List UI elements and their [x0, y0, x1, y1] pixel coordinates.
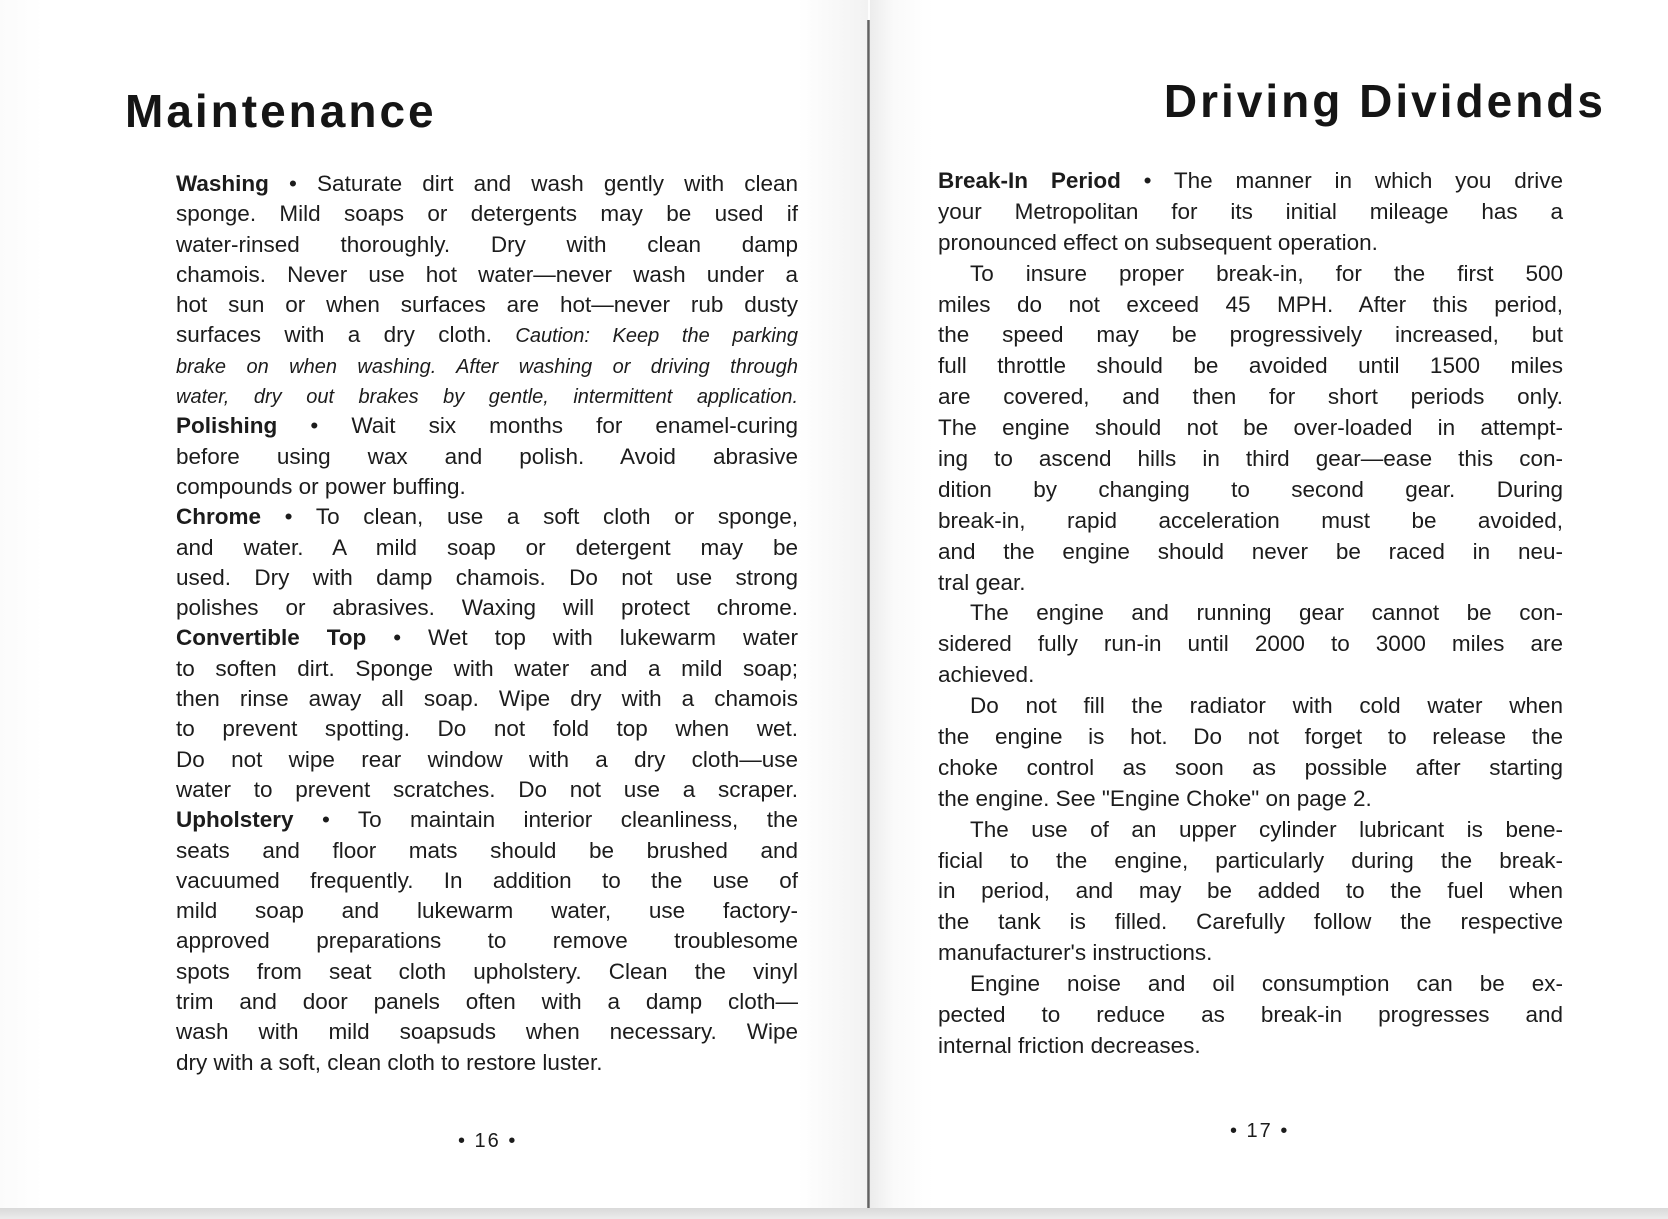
body-text: full throttle should be avoided until 1500 miles: [938, 353, 1563, 379]
text-line: [938, 907, 1563, 938]
text-line: [938, 197, 1563, 228]
text-line: [938, 938, 1563, 969]
text-line: [938, 722, 1563, 753]
text-line: [938, 568, 1563, 599]
body-text: seats and floor mats should be brushed and: [176, 837, 798, 863]
body-text: the engine is hot. Do not forget to release the: [938, 724, 1563, 750]
right-page: [870, 0, 1668, 1208]
page-title-driving-dividends: Driving Dividends: [1163, 75, 1606, 127]
text-line: [176, 320, 798, 350]
body-text: ficial to the engine, particularly during the break-: [938, 847, 1563, 873]
body-text: achieved.: [938, 662, 1035, 688]
body-text: tral gear.: [938, 569, 1026, 595]
text-line: [938, 506, 1563, 537]
body-text: • To clean, use a soft cloth or sponge,: [261, 504, 798, 530]
text-line: [176, 623, 798, 653]
body-text: Engine noise and oil consumption can be ex-: [970, 971, 1563, 997]
text-line: [176, 381, 798, 411]
page-title-maintenance: Maintenance: [125, 85, 437, 137]
caution-text: water, dry out brakes by gentle, intermittent application.: [176, 386, 798, 409]
text-line: [938, 1000, 1563, 1031]
body-text: wash with mild soapsuds when necessary. Wipe: [176, 1019, 798, 1045]
body-text: to prevent spotting. Do not fold top when wet.: [176, 716, 798, 742]
text-line: [176, 442, 798, 472]
body-text: surfaces with a dry cloth.: [176, 322, 516, 348]
text-line: [938, 815, 1563, 846]
body-text: dition by changing to second gear. During: [938, 476, 1563, 502]
text-line: [938, 444, 1563, 475]
caution-text: Caution: Keep the parking: [515, 325, 798, 348]
text-line: [176, 351, 798, 381]
scan-edge: [0, 1208, 1668, 1219]
text-line: [176, 260, 798, 290]
text-line: [938, 846, 1563, 877]
text-line: [176, 472, 798, 502]
body-text: choke control as soon as possible after starting: [938, 754, 1563, 780]
driving-dividends-text: [938, 166, 1563, 1062]
text-line: [176, 1017, 798, 1047]
body-text: water to prevent scratches. Do not use a scraper.: [176, 776, 798, 802]
body-text: before using wax and polish. Avoid abrasive: [176, 443, 798, 469]
body-text: Do not fill the radiator with cold water when: [970, 693, 1563, 719]
text-line: [176, 290, 798, 320]
text-line: [176, 866, 798, 896]
body-text: approved preparations to remove troublesome: [176, 928, 798, 954]
page-number: • 17 •: [1230, 1120, 1290, 1142]
text-line: [176, 987, 798, 1017]
body-text: • The manner in which you drive: [1120, 168, 1563, 193]
body-text: your Metropolitan for its initial mileage has a: [938, 198, 1563, 224]
text-line: [176, 775, 798, 805]
text-line: [938, 784, 1563, 815]
body-text: sidered fully run-in until 2000 to 3000 miles are: [938, 631, 1563, 657]
text-line: [176, 926, 798, 956]
text-line: [938, 969, 1563, 1000]
body-text: internal friction decreases.: [938, 1032, 1201, 1058]
section-heading: Washing: [176, 171, 269, 196]
text-line: [176, 199, 798, 229]
text-line: [176, 684, 798, 714]
text-line: [938, 691, 1563, 722]
text-line: [176, 836, 798, 866]
body-text: in period, and may be added to the fuel when: [938, 878, 1563, 904]
body-text: ing to ascend hills in third gear—ease this con-: [938, 446, 1563, 472]
body-text: and water. A mild soap or detergent may be: [176, 534, 798, 560]
caution-text: brake on when washing. After washing or driving through: [176, 355, 798, 378]
body-text: the tank is filled. Carefully follow the respective: [938, 909, 1563, 935]
body-text: The engine and running gear cannot be con-: [970, 600, 1563, 626]
body-text: miles do not exceed 45 MPH. After this period,: [938, 291, 1563, 317]
body-text: chamois. Never use hot water—never wash under a: [176, 261, 798, 287]
body-text: water-rinsed thoroughly. Dry with clean damp: [176, 231, 798, 257]
maintenance-text: [176, 169, 798, 1078]
text-line: [176, 745, 798, 775]
body-text: break-in, rapid acceleration must be avoided,: [938, 507, 1563, 533]
text-line: [176, 169, 798, 199]
body-text: manufacturer's instructions.: [938, 940, 1213, 966]
body-text: and the engine should never be raced in neu-: [938, 538, 1563, 564]
text-line: [938, 413, 1563, 444]
section-heading: Upholstery: [176, 807, 294, 833]
section-heading: Chrome: [176, 504, 262, 530]
text-line: [938, 290, 1563, 321]
body-text: vacuumed frequently. In addition to the use of: [176, 867, 798, 893]
body-text: used. Dry with damp chamois. Do not use strong: [176, 564, 798, 590]
text-line: [176, 896, 798, 926]
text-line: [938, 166, 1563, 197]
text-line: [938, 660, 1563, 691]
text-line: [938, 475, 1563, 506]
body-text: pronounced effect on subsequent operation.: [938, 229, 1378, 255]
text-line: [938, 1031, 1563, 1062]
text-line: [176, 805, 798, 835]
body-text: The engine should not be over-loaded in attempt-: [938, 415, 1563, 441]
text-line: [938, 629, 1563, 660]
body-text: polishes or abrasives. Waxing will protect chrome.: [176, 595, 798, 621]
body-text: • To maintain interior cleanliness, the: [293, 807, 798, 833]
text-line: [176, 593, 798, 623]
text-line: [938, 351, 1563, 382]
page-number: • 16 •: [458, 1130, 518, 1152]
text-line: [938, 598, 1563, 629]
body-text: • Saturate dirt and wash gently with clean: [268, 171, 798, 196]
body-text: to soften dirt. Sponge with water and a mild soap;: [176, 655, 798, 681]
book-spine: [867, 20, 870, 1208]
text-line: [938, 320, 1563, 351]
text-line: [938, 228, 1563, 259]
body-text: hot sun or when surfaces are hot—never rub dusty: [176, 292, 798, 318]
section-heading: Polishing: [176, 413, 278, 439]
text-line: [176, 957, 798, 987]
body-text: sponge. Mild soaps or detergents may be used if: [176, 201, 798, 227]
text-line: [176, 411, 798, 441]
body-text: pected to reduce as break-in progresses and: [938, 1002, 1563, 1028]
text-line: [176, 533, 798, 563]
body-text: The use of an upper cylinder lubricant is bene-: [970, 816, 1563, 842]
body-text: • Wet top with lukewarm water: [366, 625, 798, 651]
body-text: dry with a soft, clean cloth to restore luster.: [176, 1049, 603, 1075]
section-heading: Break-In Period: [938, 168, 1121, 193]
text-line: [938, 876, 1563, 907]
body-text: Do not wipe rear window with a dry cloth—use: [176, 746, 798, 772]
text-line: [176, 230, 798, 260]
body-text: the engine. See "Engine Choke" on page 2.: [938, 785, 1372, 811]
body-text: the speed may be progressively increased, but: [938, 322, 1563, 348]
text-line: [176, 1048, 798, 1078]
section-heading: Convertible Top: [176, 625, 367, 651]
text-line: [176, 502, 798, 532]
body-text: are covered, and then for short periods only.: [938, 384, 1563, 410]
text-line: [176, 563, 798, 593]
body-text: spots from seat cloth upholstery. Clean the vinyl: [176, 958, 798, 984]
text-line: [938, 537, 1563, 568]
body-text: then rinse away all soap. Wipe dry with a chamois: [176, 686, 798, 712]
body-text: trim and door panels often with a damp cloth—: [176, 989, 798, 1015]
body-text: compounds or power buffing.: [176, 473, 466, 499]
body-text: mild soap and lukewarm water, use factory-: [176, 898, 798, 924]
text-line: [176, 714, 798, 744]
body-text: • Wait six months for enamel-curing: [277, 413, 798, 439]
body-text: To insure proper break-in, for the first 500: [970, 260, 1563, 286]
text-line: [938, 382, 1563, 413]
text-line: [938, 753, 1563, 784]
text-line: [176, 654, 798, 684]
text-line: [938, 259, 1563, 290]
